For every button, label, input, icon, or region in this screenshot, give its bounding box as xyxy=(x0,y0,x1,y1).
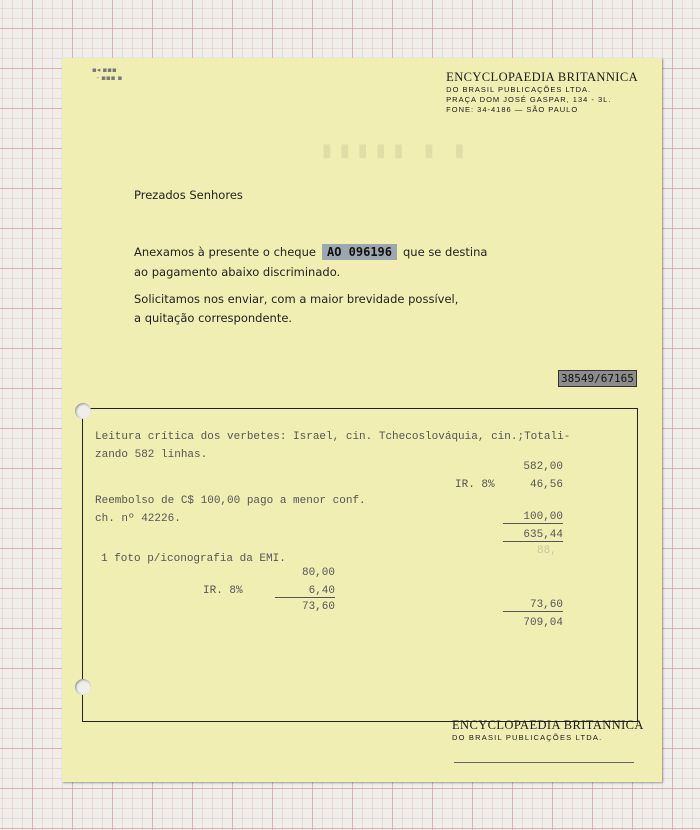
paragraph-line-3: Solicitamos nos enviar, com a maior brevidade possível, xyxy=(134,292,459,306)
item-1-description-line-2: zando 582 linhas. xyxy=(95,449,208,461)
cheque-number-badge xyxy=(322,244,397,260)
item-3-amount: 80,00 xyxy=(301,567,335,579)
item-3-description: 1 foto p/iconografia da EMI. xyxy=(101,553,286,565)
item-1-tax-amount: 46,56 xyxy=(529,479,563,491)
item-2-description-line-1: Reembolso de C$ 100,00 pago a menor conf. xyxy=(95,495,366,507)
faint-mark: 88, xyxy=(537,545,557,557)
subtotal-amount: 635,44 xyxy=(503,529,563,542)
letterhead xyxy=(446,70,638,115)
grand-total: 709,04 xyxy=(523,617,563,629)
company-name: ENCYCLOPAEDIA BRITANNICA xyxy=(446,70,638,84)
enclosure-text: Anexamos à presente o cheque xyxy=(134,245,316,259)
item-3-total: 73,60 xyxy=(301,601,335,613)
item-2-amount: 100,00 xyxy=(503,511,563,524)
punch-hole-top xyxy=(75,403,91,419)
paragraph-line-2: ao pagamento abaixo discriminado. xyxy=(134,265,341,279)
faint-watermark: ▮▮▮▮▮ ▮ ▮ xyxy=(322,140,473,160)
cheque-number: AO 096196 xyxy=(326,245,392,259)
salutation: Prezados Senhores xyxy=(134,188,243,202)
footer-company-subtitle: DO BRASIL PUBLICAÇÕES LTDA. xyxy=(452,733,603,742)
company-address: PRAÇA DOM JOSÉ GASPAR, 134 - 3L. xyxy=(446,95,612,104)
item-1-amount: 582,00 xyxy=(523,461,563,473)
item-2-description-line-2: ch. nº 42226. xyxy=(95,513,181,525)
reference-number: 38549/67165 xyxy=(558,370,637,387)
punch-hole-bottom xyxy=(75,679,91,695)
company-phone-city: FONE: 34-4186 — SÃO PAULO xyxy=(446,105,579,114)
paragraph-line-4: a quitação correspondente. xyxy=(134,311,293,325)
letter-sheet xyxy=(62,58,662,782)
itemized-box xyxy=(82,408,638,722)
signature-line xyxy=(454,762,634,763)
faint-stamp: ▪◂ ▪▪▪ - ▪▪▪ ▪ xyxy=(92,66,123,82)
footer-signature-block xyxy=(452,718,644,742)
item-3-carried-amount: 73,60 xyxy=(503,599,563,612)
item-3-tax-label: IR. 8% xyxy=(203,585,243,597)
item-3-tax-amount: 6,40 xyxy=(275,585,335,598)
destination-text: que se destina xyxy=(403,245,488,259)
company-subtitle: DO BRASIL PUBLICAÇÕES LTDA. xyxy=(446,85,592,94)
item-1-description-line-1: Leitura crítica dos verbetes: Israel, cin. Tchecoslováquia, cin.;Totali- xyxy=(95,431,571,443)
footer-company-name: ENCYCLOPAEDIA BRITANNICA xyxy=(452,718,644,732)
paragraph-line-1 xyxy=(134,244,487,260)
item-1-tax-label: IR. 8% xyxy=(455,479,495,491)
